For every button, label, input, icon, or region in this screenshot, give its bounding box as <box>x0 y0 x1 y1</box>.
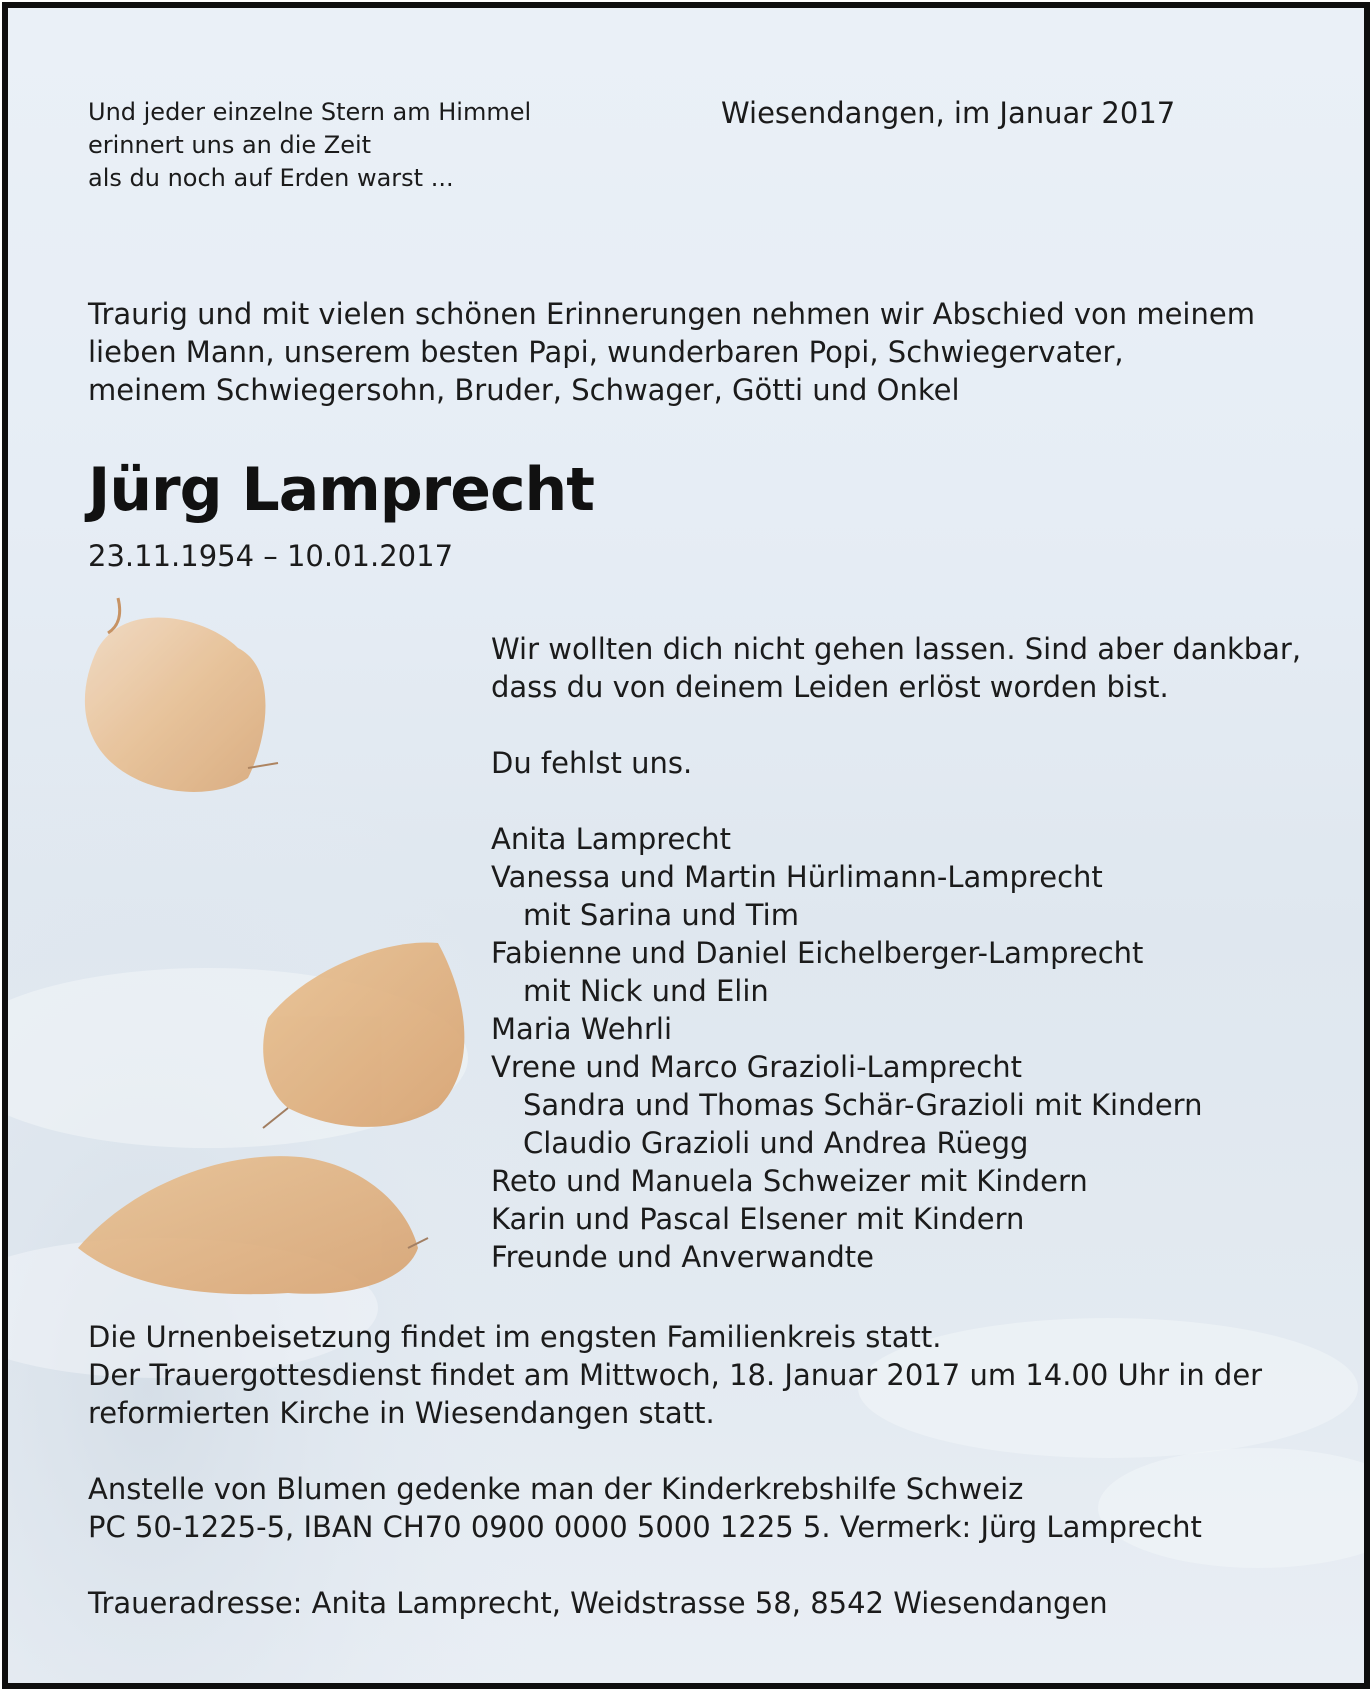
motto-verse <box>88 96 531 195</box>
dateline: Wiesendangen, im Januar 2017 <box>721 96 1176 130</box>
message-line: Wir wollten dich nicht gehen lassen. Sind aber dankbar, <box>491 632 1302 666</box>
family-message <box>491 630 1301 1276</box>
intro-line: Traurig und mit vielen schönen Erinnerungen nehmen wir Abschied von meinem <box>88 297 1255 331</box>
motto-line: Und jeder einzelne Stern am Himmel <box>88 98 532 126</box>
intro-line: meinem Schwiegersohn, Bruder, Schwager, Götti und Onkel <box>88 373 960 407</box>
intro-line: lieben Mann, unserem besten Papi, wunderbaren Popi, Schwiegervater, <box>88 335 1124 369</box>
deceased-name: Jürg Lamprecht <box>88 455 594 525</box>
mourner-line: Vanessa und Martin Hürlimann-Lamprecht <box>491 860 1103 894</box>
funeral-information <box>88 1318 1262 1622</box>
motto-line: erinnert uns an die Zeit <box>88 131 372 159</box>
life-dates: 23.11.1954 – 10.01.2017 <box>88 539 454 573</box>
mourner-line: Maria Wehrli <box>491 1012 672 1046</box>
message-line: dass du von deinem Leiden erlöst worden bist. <box>491 670 1169 704</box>
mourner-line: Sandra und Thomas Schär-Grazioli mit Kindern <box>523 1088 1203 1122</box>
obituary-notice <box>2 2 1370 1689</box>
mourner-line: Fabienne und Daniel Eichelberger-Lamprecht <box>491 936 1144 970</box>
mourner-line: Reto und Manuela Schweizer mit Kindern <box>491 1164 1088 1198</box>
mourner-line: Freunde und Anverwandte <box>491 1240 874 1274</box>
intro-text <box>88 295 1255 409</box>
funeral-line: Der Trauergottesdienst findet am Mittwoch, 18. Januar 2017 um 14.00 Uhr in der <box>88 1358 1263 1392</box>
mourner-line: mit Nick und Elin <box>523 974 769 1008</box>
mourner-line: mit Sarina und Tim <box>523 898 799 932</box>
mourner-line: Claudio Grazioli und Andrea Rüegg <box>523 1126 1029 1160</box>
funeral-line: reformierten Kirche in Wiesendangen statt. <box>88 1396 715 1430</box>
mourners-list <box>491 820 1301 1276</box>
mourner-line: Anita Lamprecht <box>491 822 732 856</box>
closing-line: Du fehlst uns. <box>491 746 693 780</box>
motto-line: als du noch auf Erden warst ... <box>88 164 454 192</box>
donation-line: Anstelle von Blumen gedenke man der Kinderkrebshilfe Schweiz <box>88 1472 1024 1506</box>
mourner-line: Karin und Pascal Elsener mit Kindern <box>491 1202 1025 1236</box>
mourner-line: Vrene und Marco Grazioli-Lamprecht <box>491 1050 1022 1084</box>
mourning-address: Traueradresse: Anita Lamprecht, Weidstrasse 58, 8542 Wiesendangen <box>88 1586 1108 1620</box>
donation-line: PC 50-1225-5, IBAN CH70 0900 0000 5000 1225 5. Vermerk: Jürg Lamprecht <box>88 1510 1202 1544</box>
funeral-line: Die Urnenbeisetzung findet im engsten Familienkreis statt. <box>88 1320 942 1354</box>
